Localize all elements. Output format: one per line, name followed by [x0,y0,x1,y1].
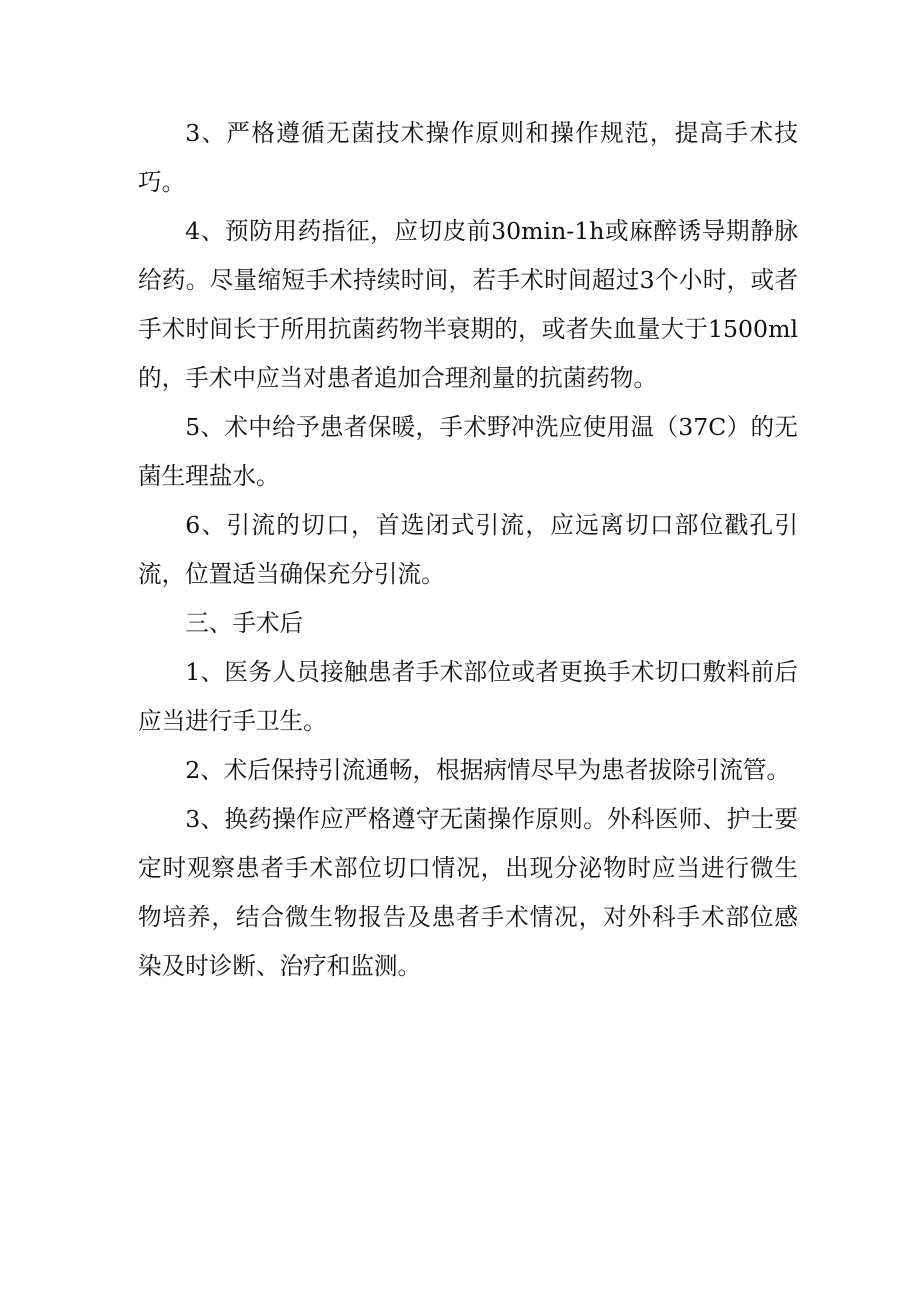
paragraph-intraop-6: 6、引流的切口，首选闭式引流，应远离切口部位戳孔引流，位置适当确保充分引流。 [138,511,798,588]
section-heading-postop: 三、手术后 [185,609,304,637]
paragraph-postop-3: 3、换药操作应严格遵守无菌操作原则。外科医师、护士要定时观察患者手术部位切口情况，出现分泌物时应当进行微生物培养，结合微生物报告及患者手术情况，对外科手术部位感染及时诊断、治疗和监测。 [138,805,798,980]
document-body [138,109,798,991]
paragraph-intraop-5: 5、术中给予患者保暖，手术野冲洗应使用温（37C）的无菌生理盐水。 [138,413,798,490]
paragraph-intraop-3: 3、严格遵循无菌技术操作原则和操作规范，提高手术技巧。 [138,119,798,196]
paragraph-intraop-4: 4、预防用药指征，应切皮前30min-1h或麻醉诱导期静脉给药。尽量缩短手术持续时间，若手术时间超过3个小时，或者手术时间长于所用抗菌药物半衰期的，或者失血量大于1500ml的，手术中应当对患者追加合理剂量的抗菌药物。 [138,217,798,392]
paragraph-postop-1: 1、医务人员接触患者手术部位或者更换手术切口敷料前后应当进行手卫生。 [138,658,798,735]
paragraph-postop-2: 2、术后保持引流通畅，根据病情尽早为患者拔除引流管。 [185,756,791,784]
